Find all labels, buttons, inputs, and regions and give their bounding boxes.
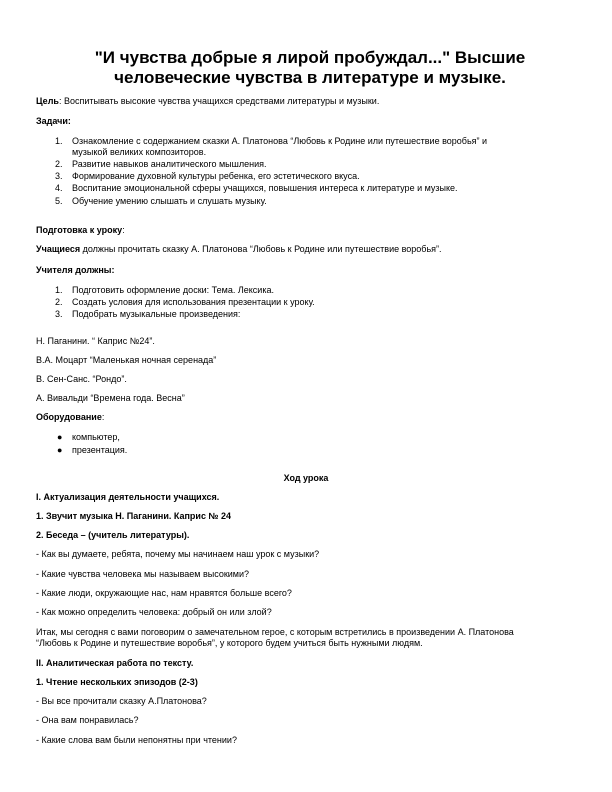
equipment-line [36, 412, 104, 423]
prep-heading-colon: : [122, 225, 125, 235]
question-6: - Она вам понравилась? [36, 715, 139, 725]
teacher-task-1-text: Подготовить оформление доски: Тема. Лексика. [72, 285, 274, 295]
section-1-heading: I. Актуализация деятельности учащихся. [36, 492, 220, 502]
teacher-task-3-text: Подобрать музыкальные произведения: [72, 309, 241, 319]
students-text: должны прочитать сказку А. Платонова “Любовь к Родине или путешествие воробья”. [80, 244, 442, 254]
task-1-number: 1. [55, 136, 63, 146]
title-line-1: "И чувства добрые я лирой пробуждал..." Высшие [94, 48, 526, 67]
task-1-line-1: Ознакомление с содержанием сказки А. Платонова “Любовь к Родине или путешествие воробья” и [72, 136, 488, 146]
title-line-2: человеческие чувства в литературе и музыке. [114, 68, 506, 87]
teacher-task-2-number: 2. [55, 297, 63, 307]
task-3-number: 3. [55, 171, 63, 181]
bullet-icon: ● [57, 445, 63, 455]
question-5: - Вы все прочитали сказку А.Платонова? [36, 696, 207, 706]
bullet-icon: ● [57, 432, 63, 442]
task-2-number: 2. [55, 159, 63, 169]
goal-line [36, 96, 379, 107]
prep-heading: Подготовка к уроку [36, 225, 123, 235]
teachers-heading: Учителя должны: [36, 265, 115, 275]
students-line [36, 244, 442, 255]
task-5-number: 5. [55, 196, 63, 206]
task-5-text: Обучение умению слышать и слушать музыку. [72, 196, 267, 206]
task-2-text: Развитие навыков аналитического мышления. [72, 159, 267, 169]
goal-text: : Воспитывать высокие чувства учащихся средствами литературы и музыки. [58, 96, 380, 106]
step-3-heading: 1. Чтение нескольких эпизодов (2-3) [36, 677, 198, 687]
task-4-number: 4. [55, 183, 63, 193]
step-1-heading: 1. Звучит музыка Н. Паганини. Каприс № 24 [36, 511, 232, 521]
equipment-item-1: компьютер, [72, 432, 120, 442]
section-2-heading: II. Аналитическая работа по тексту. [36, 658, 194, 668]
task-1-line-2: музыкой великих композиторов. [72, 147, 207, 157]
teacher-task-2-text: Создать условия для использования презентации к уроку. [72, 297, 315, 307]
music-item-1: Н. Паганини. “ Каприс №24”. [36, 336, 155, 346]
task-3-text: Формирование духовной культуры ребенка, его эстетического вкуса. [72, 171, 360, 181]
tasks-heading: Задачи: [36, 116, 71, 126]
question-2: - Какие чувства человека мы называем высокими? [36, 569, 250, 579]
goal-label: Цель [36, 96, 59, 106]
teacher-task-3-number: 3. [55, 309, 63, 319]
document-title [40, 48, 580, 88]
equipment-label: Оборудование [36, 412, 102, 422]
teacher-task-1-number: 1. [55, 285, 63, 295]
prep-heading-line [36, 225, 125, 236]
students-label: Учащиеся [36, 244, 81, 254]
equipment-colon: : [101, 412, 105, 422]
paragraph-line-2: “Любовь к Родине и путешествие воробья”, у которого будем учиться быть нужными людям. [36, 638, 423, 648]
lesson-heading: Ход урока [283, 473, 329, 483]
equipment-item-2: презентация. [72, 445, 128, 455]
step-2-heading: 2. Беседа – (учитель литературы). [36, 530, 190, 540]
question-7: - Какие слова вам были непонятны при чтении? [36, 735, 237, 745]
music-item-3: В. Сен-Санс. “Рондо”. [36, 374, 127, 384]
music-item-2: В.А. Моцарт “Маленькая ночная серенада” [36, 355, 217, 365]
paragraph-line-1: Итак, мы сегодня с вами поговорим о замечательном герое, с которым встретились в произведении А. Платонова [36, 627, 514, 637]
question-3: - Какие люди, окружающие нас, нам нравятся больше всего? [36, 588, 292, 598]
task-4-text: Воспитание эмоциональной сферы учащихся, повышения интереса к литературе и музыке. [72, 183, 458, 193]
question-1: - Как вы думаете, ребята, почему мы начинаем наш урок с музыки? [36, 549, 320, 559]
question-4: - Как можно определить человека: добрый он или злой? [36, 607, 272, 617]
music-item-4: А. Вивальди “Времена года. Весна” [36, 393, 185, 403]
